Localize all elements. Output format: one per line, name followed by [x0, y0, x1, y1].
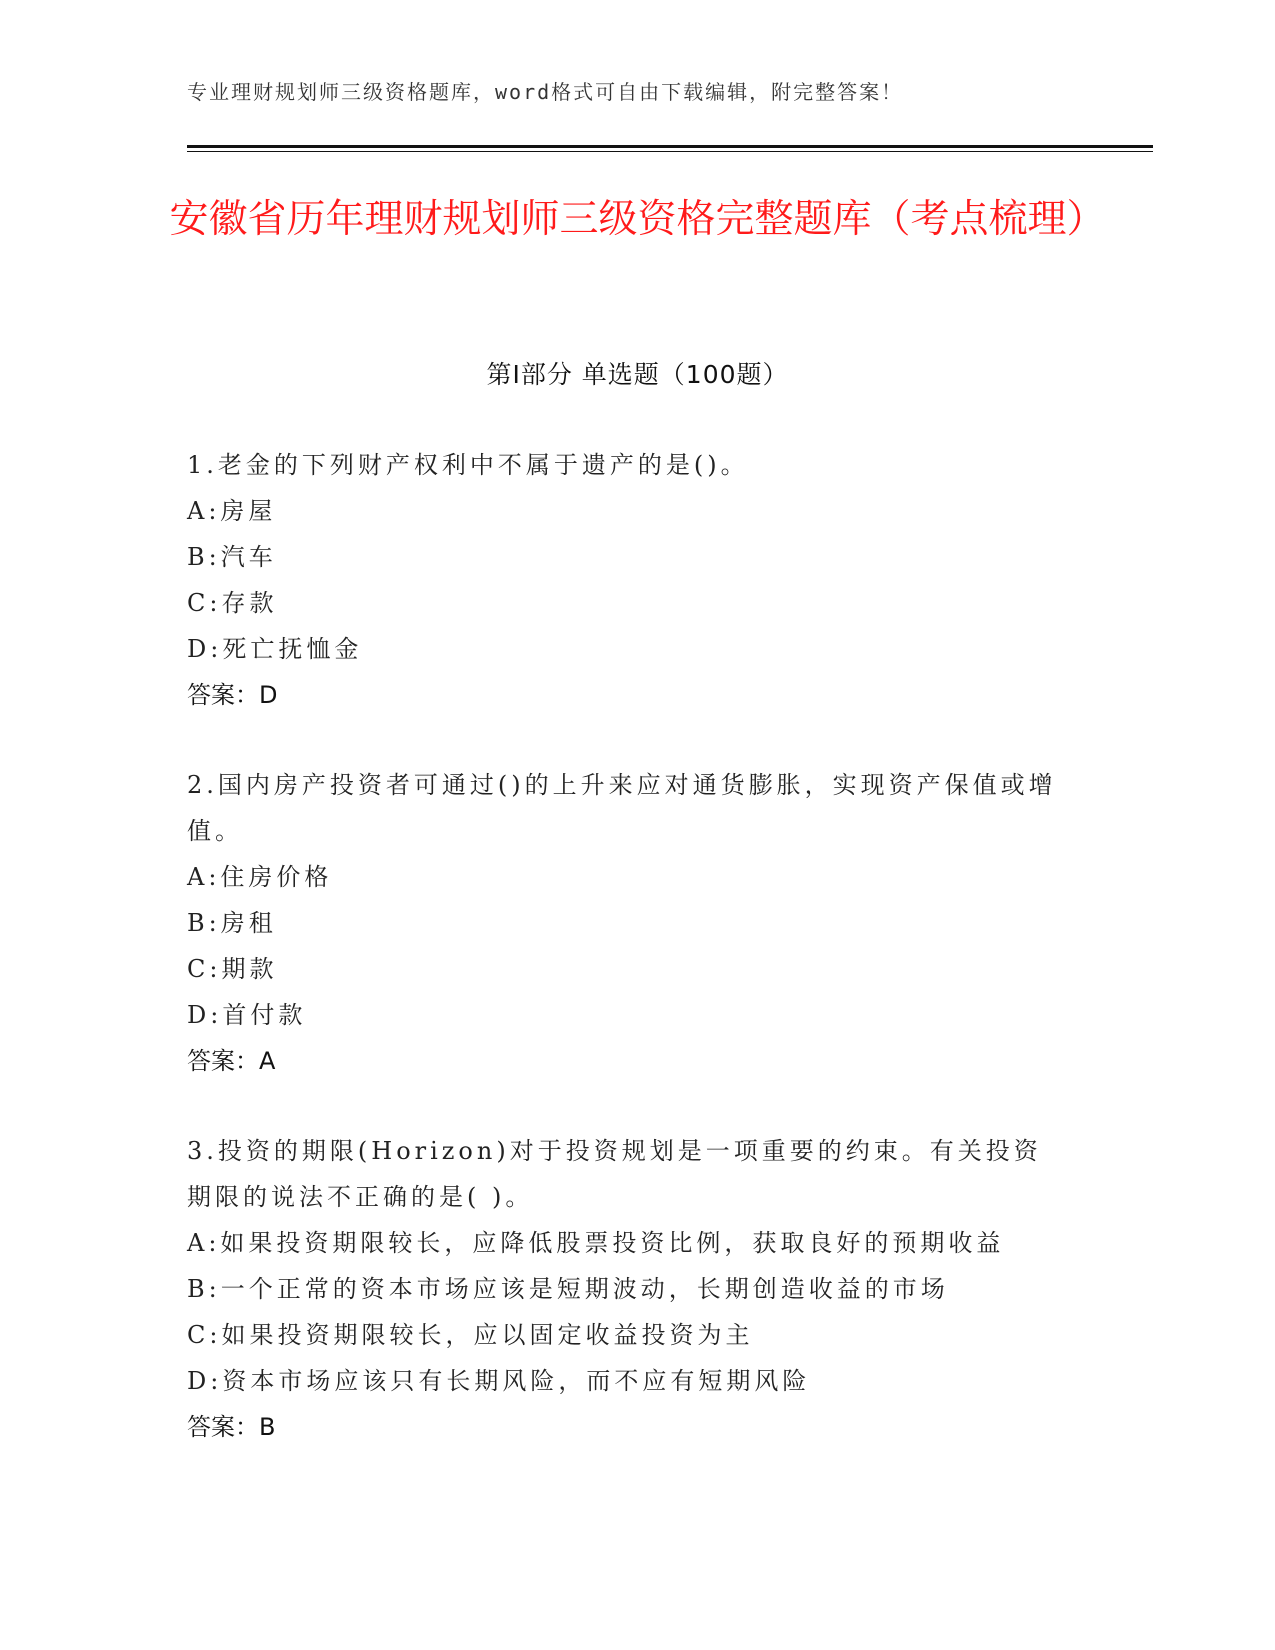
answer-line: 答案：D — [187, 681, 278, 709]
option-b: B:汽车 — [187, 543, 277, 571]
answer-line: 答案：B — [187, 1413, 276, 1441]
option-d: D:首付款 — [187, 1001, 307, 1029]
question-3 — [187, 1128, 1067, 1450]
option-b: B:一个正常的资本市场应该是短期波动，长期创造收益的市场 — [187, 1275, 949, 1303]
option-a: A:住房价格 — [187, 863, 333, 891]
question-stem: 2.国内房产投资者可通过()的上升来应对通货膨胀，实现资产保值或增值。 — [187, 771, 1057, 845]
option-d: D:死亡抚恤金 — [187, 635, 363, 663]
question-1 — [187, 442, 1067, 718]
option-a: A:房屋 — [187, 497, 277, 525]
question-stem: 3.投资的期限(Horizon)对于投资规划是一项重要的约束。有关投资期限的说法不正确的是( )。 — [187, 1137, 1042, 1211]
option-d: D:资本市场应该只有长期风险，而不应有短期风险 — [187, 1367, 811, 1395]
page-header-text: 专业理财规划师三级资格题库，word格式可自由下载编辑，附完整答案！ — [187, 80, 904, 104]
answer-line: 答案：A — [187, 1047, 276, 1075]
option-a: A:如果投资期限较长，应降低股票投资比例，获取良好的预期收益 — [187, 1229, 1005, 1257]
section-title: 第Ⅰ部分 单选题（100题） — [486, 360, 789, 389]
header-rule-thick — [187, 145, 1153, 148]
option-c: C:期款 — [187, 955, 278, 983]
question-stem: 1.老金的下列财产权利中不属于遗产的是()。 — [187, 451, 749, 479]
option-c: C:如果投资期限较长，应以固定收益投资为主 — [187, 1321, 754, 1349]
question-2 — [187, 762, 1067, 1084]
option-c: C:存款 — [187, 589, 278, 617]
header-rule-thin — [187, 151, 1153, 152]
document-title: 安徽省历年理财规划师三级资格完整题库（考点梳理） — [169, 197, 1106, 242]
option-b: B:房租 — [187, 909, 277, 937]
question-list — [187, 442, 1067, 1494]
